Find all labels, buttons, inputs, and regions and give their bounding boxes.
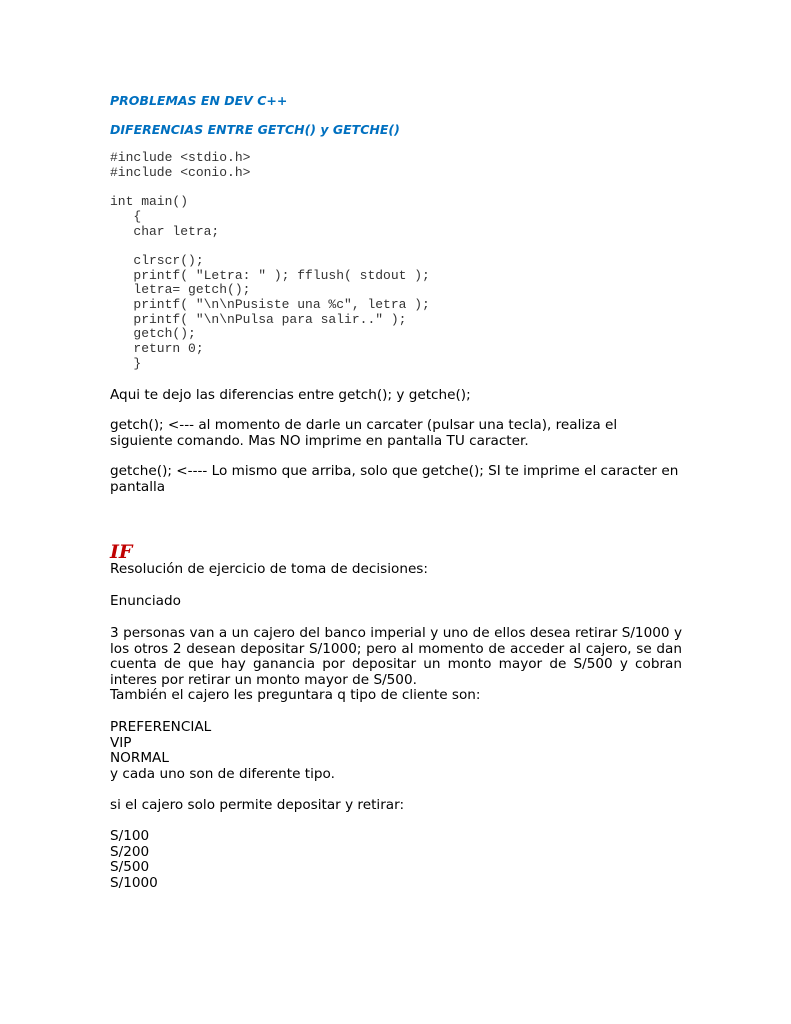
amount-item: S/500 [110, 859, 150, 876]
amount-item: S/100 [110, 828, 150, 844]
client-type-item: VIP [110, 734, 132, 751]
heading-if: IF [110, 541, 133, 563]
paragraph-si: si el cajero solo permite depositar y retirar: [110, 797, 405, 813]
paragraph-cada: y cada uno son de diferente tipo. [110, 765, 335, 782]
amount-list [110, 829, 682, 891]
client-type-item: NORMAL [110, 750, 169, 767]
paragraph-tambien: También el cajero les preguntara q tipo de cliente son: [110, 687, 481, 703]
client-type-item: PREFERENCIAL [110, 719, 212, 735]
amount-item: S/200 [110, 843, 150, 860]
paragraph-personas: 3 personas van a un cajero del banco imperial y uno de ellos desea retirar S/1000 y los otros 2 desean depositar S/1000; pero al momento de acceder al cajero, se dan cuenta de que hay ganancia por depositar un monto mayor de S/500 y cobran interes por retirar un monto mayor de S/500. [110, 625, 682, 688]
code-block: #include <stdio.h> #include <conio.h> int main() { char letra; clrscr(); printf( "Letra: " ); fflush( stdout ); letra= getch(); printf( "\n\nPusiste una %c", letra ); printf( "\n\nPulsa para salir.." ); getch(); return 0; } [110, 150, 430, 371]
title-problemas: PROBLEMAS EN DEV C++ [110, 93, 288, 108]
paragraph-getch: getch(); <--- al momento de darle un carcater (pulsar una tecla), realiza el siguiente comando. Mas NO imprime en pantalla TU caracter. [110, 417, 618, 449]
amount-item: S/1000 [110, 874, 158, 891]
paragraph-getche: getche(); <---- Lo mismo que arriba, solo que getche(); SI te imprime el caracter en pantalla [110, 463, 679, 495]
title-diferencias: DIFERENCIAS ENTRE GETCH() y GETCHE() [110, 122, 400, 137]
paragraph-aqui: Aqui te dejo las diferencias entre getch(); y getche(); [110, 387, 471, 403]
paragraph-enunciado: Enunciado [110, 593, 181, 609]
paragraph-resolucion: Resolución de ejercicio de toma de decisiones: [110, 561, 428, 577]
client-type-list [110, 720, 682, 782]
